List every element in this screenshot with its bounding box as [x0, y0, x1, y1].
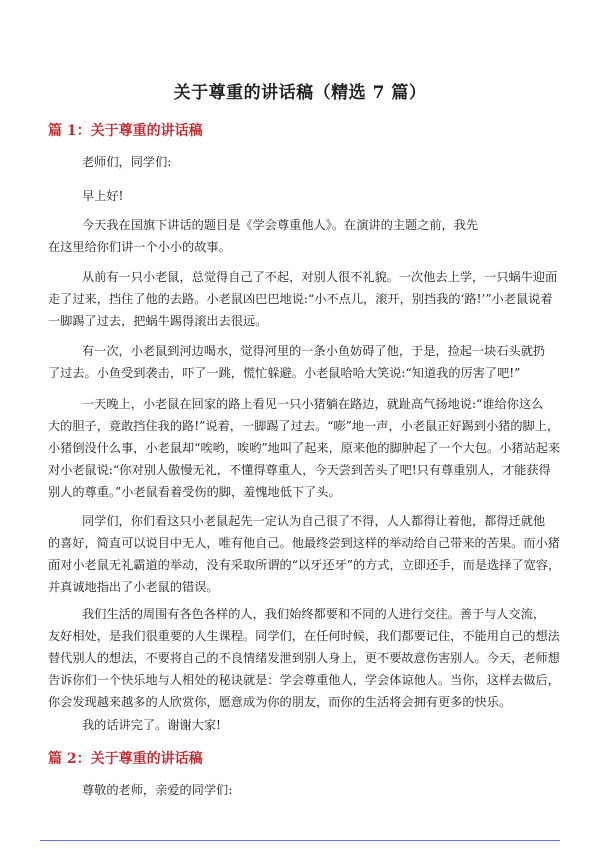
paragraph-line: 有一次，小老鼠到河边喝水，觉得河里的一条小鱼妨碍了他，于是，捡起一块石头就扔	[82, 344, 546, 358]
page-bottom-rule	[40, 840, 560, 841]
paragraph-3	[48, 340, 560, 384]
closing-remark	[48, 714, 594, 736]
section-2-greeting	[48, 779, 594, 801]
morning-line: 早上好!	[82, 189, 124, 203]
paragraph-line: 我们生活的周围有各色各样的人，我们始终都要和不同的人进行交往。善于与人交流，	[82, 607, 546, 621]
paragraph-line: 走了过来，挡住了他的去路。小老鼠凶巴巴地说:“小不点儿，滚开，别挡我的‘路!’”小老鼠说着	[48, 292, 553, 306]
paragraph-line: 大的胆子，竟敢挡住我的路!”说着，一脚踢了过去。“嘭”地一声，小老鼠正好踢到小猪的脚上，	[48, 419, 560, 433]
paragraph-2	[48, 266, 560, 332]
paragraph-line: 在这里给你们讲一个小小的故事。	[48, 240, 231, 254]
paragraph-line: 从前有一只小老鼠，总觉得自己了不起，对别人很不礼貌。一次他去上学，一只蜗牛迎面	[82, 270, 558, 284]
paragraph-line: 一脚踢了过去，把蜗牛踢得滚出去很远。	[48, 314, 268, 328]
paragraph-1	[48, 214, 560, 258]
paragraph-line: 对小老鼠说:“你对别人傲慢无礼，不懂得尊重人，今天尝到苦头了吧!只有尊重别人，才能获得	[48, 463, 551, 477]
greeting	[48, 151, 594, 173]
paragraph-line: 并真诚地指出了小老鼠的错误。	[48, 580, 219, 594]
paragraph-line: 别人的尊重。”小老鼠看着受伤的脚，羞愧地低下了头。	[48, 485, 341, 499]
paragraph-line: 小猪倒没什么事，小老鼠却“唉哟，唉哟”地叫了起来，原来他的脚肿起了一个大包。小猪站起来	[48, 441, 560, 455]
paragraph-line: 今天我在国旗下讲话的题目是《学会尊重他人》。在演讲的主题之前，我先	[82, 218, 479, 232]
document-title: 关于尊重的讲话稿（精选 7 篇）	[173, 83, 427, 103]
section-1-heading: 篇 1：关于尊重的讲话稿	[48, 123, 203, 139]
paragraph-line: 面对小老鼠无礼霸道的举动，没有采取所谓的“以牙还牙”的方式，立即还手，而是选择了宽容，	[48, 558, 560, 572]
paragraph-line: 的喜好，简直可以说目中无人，唯有他自己。他最终尝到这样的举动给自己带来的苦果。而小猪	[48, 536, 560, 550]
paragraph-line: 告诉你们一个快乐地与人相处的秘诀就是：学会尊重他人，学会体谅他人。当你，这样去做后，	[48, 673, 560, 687]
closing-line: 我的话讲完了。谢谢大家!	[82, 718, 221, 732]
paragraph-4	[48, 393, 560, 503]
paragraph-line: 同学们，你们看这只小老鼠起先一定认为自己很了不得，人人都得让着他，都得迁就他	[82, 514, 546, 528]
paragraph-line: 一天晚上，小老鼠在回家的路上看见一只小猪躺在路边，就趾高气扬地说:“谁给你这么	[82, 397, 544, 411]
paragraph-line: 你会发现越来越多的人欣赏你，愿意成为你的朋友，而你的生活将会拥有更多的快乐。	[48, 695, 512, 709]
paragraph-line: 友好相处，是我们很重要的人生课程。同学们，在任何时候，我们都要记住，不能用自己的想法	[48, 629, 560, 643]
section-2-heading: 篇 2：关于尊重的讲话稿	[48, 751, 203, 767]
paragraph-line: 替代别人的想法，不要将自己的不良情绪发泄到别人身上，更不要故意伤害别人。今天，老师想	[48, 651, 560, 665]
paragraph-line: 了过去。小鱼受到袭击，吓了一跳，慌忙躲避。小老鼠哈哈大笑说:“知道我的厉害了吧!”	[48, 366, 521, 380]
greeting-line: 尊敬的老师，亲爱的同学们:	[82, 783, 233, 797]
paragraph-6	[48, 603, 560, 713]
paragraph-5	[48, 510, 560, 598]
morning-greeting	[48, 185, 594, 207]
greeting-line: 老师们，同学们:	[82, 155, 172, 169]
